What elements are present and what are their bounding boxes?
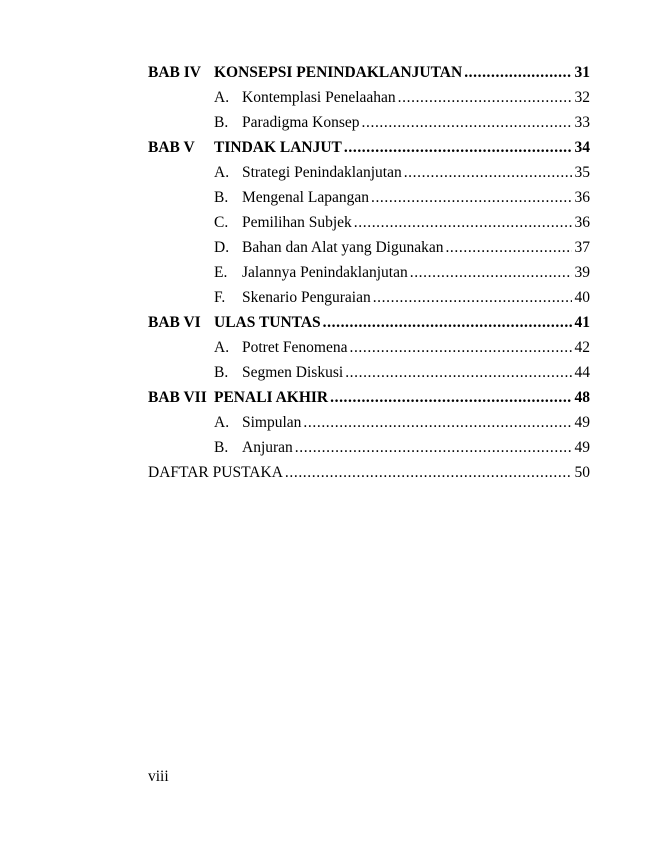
- page-number: 36: [574, 214, 590, 231]
- section-letter: E.: [214, 264, 228, 281]
- page-number: 42: [574, 339, 590, 356]
- dot-leader: [464, 60, 572, 85]
- section-letter: B.: [214, 439, 229, 456]
- section-title: Skenario Penguraian: [242, 289, 371, 306]
- dot-leader: [373, 285, 572, 310]
- toc-chapter-row: [148, 60, 590, 85]
- toc-section-row: [148, 435, 590, 460]
- page-number: 35: [574, 164, 590, 181]
- section-letter: A.: [214, 164, 230, 181]
- toc-section-row: [148, 210, 590, 235]
- chapter-label: BAB VII: [148, 389, 207, 406]
- toc-section-row: [148, 335, 590, 360]
- page-number: 41: [574, 314, 590, 331]
- page-number: 37: [574, 239, 590, 256]
- toc-section-row: [148, 235, 590, 260]
- toc-section-row: [148, 260, 590, 285]
- section-letter: B.: [214, 189, 229, 206]
- section-letter: B.: [214, 364, 229, 381]
- dot-leader: [344, 135, 572, 160]
- page-number: 49: [574, 439, 590, 456]
- page-number: 33: [574, 114, 590, 131]
- toc-section-row: [148, 285, 590, 310]
- chapter-label: BAB IV: [148, 64, 201, 81]
- dot-leader: [398, 85, 572, 110]
- chapter-title: TINDAK LANJUT: [214, 139, 342, 156]
- dot-leader: [445, 235, 572, 260]
- dot-leader: [362, 110, 572, 135]
- page-number: 50: [574, 464, 590, 481]
- page-number: 36: [574, 189, 590, 206]
- toc-section-row: [148, 160, 590, 185]
- section-letter: A.: [214, 89, 230, 106]
- section-letter: B.: [214, 114, 229, 131]
- bibliography-title: DAFTAR PUSTAKA: [148, 464, 283, 481]
- page-number: 32: [574, 89, 590, 106]
- dot-leader: [330, 385, 572, 410]
- chapter-label: BAB V: [148, 139, 195, 156]
- chapter-title: KONSEPSI PENINDAKLANJUTAN: [214, 64, 463, 81]
- section-title: Bahan dan Alat yang Digunakan: [242, 239, 444, 256]
- chapter-title: ULAS TUNTAS: [214, 314, 321, 331]
- chapter-label: BAB VI: [148, 314, 201, 331]
- section-title: Kontemplasi Penelaahan: [242, 89, 396, 106]
- chapter-title: PENALI AKHIR: [214, 389, 329, 406]
- dot-leader: [323, 310, 572, 335]
- table-of-contents: [148, 60, 590, 485]
- section-title: Mengenal Lapangan: [242, 189, 369, 206]
- section-letter: A.: [214, 414, 230, 431]
- section-letter: C.: [214, 214, 229, 231]
- dot-leader: [410, 260, 572, 285]
- dot-leader: [349, 335, 572, 360]
- toc-chapter-row: [148, 310, 590, 335]
- page-number: 39: [574, 264, 590, 281]
- dot-leader: [404, 160, 572, 185]
- toc-section-row: [148, 85, 590, 110]
- dot-leader: [285, 460, 572, 485]
- page-number: 49: [574, 414, 590, 431]
- dot-leader: [345, 360, 572, 385]
- section-letter: A.: [214, 339, 230, 356]
- toc-section-row: [148, 185, 590, 210]
- section-title: Pemilihan Subjek: [242, 214, 352, 231]
- section-title: Anjuran: [242, 439, 293, 456]
- page-number: 34: [574, 139, 590, 156]
- dot-leader: [354, 210, 572, 235]
- dot-leader: [303, 410, 572, 435]
- toc-section-row: [148, 410, 590, 435]
- page-number: 48: [574, 389, 590, 406]
- footer-page-number: viii: [148, 768, 169, 785]
- section-title: Paradigma Konsep: [242, 114, 360, 131]
- toc-bibliography-row: [148, 460, 590, 485]
- dot-leader: [295, 435, 572, 460]
- section-title: Segmen Diskusi: [242, 364, 344, 381]
- page-number: 31: [574, 64, 590, 81]
- section-title: Potret Fenomena: [242, 339, 348, 356]
- toc-section-row: [148, 110, 590, 135]
- toc-section-row: [148, 360, 590, 385]
- section-title: Strategi Penindaklanjutan: [242, 164, 402, 181]
- section-title: Jalannya Penindaklanjutan: [242, 264, 408, 281]
- page-number: 44: [574, 364, 590, 381]
- section-letter: D.: [214, 239, 230, 256]
- dot-leader: [371, 185, 572, 210]
- toc-chapter-row: [148, 135, 590, 160]
- toc-chapter-row: [148, 385, 590, 410]
- section-title: Simpulan: [242, 414, 302, 431]
- section-letter: F.: [214, 289, 226, 306]
- page-number: 40: [574, 289, 590, 306]
